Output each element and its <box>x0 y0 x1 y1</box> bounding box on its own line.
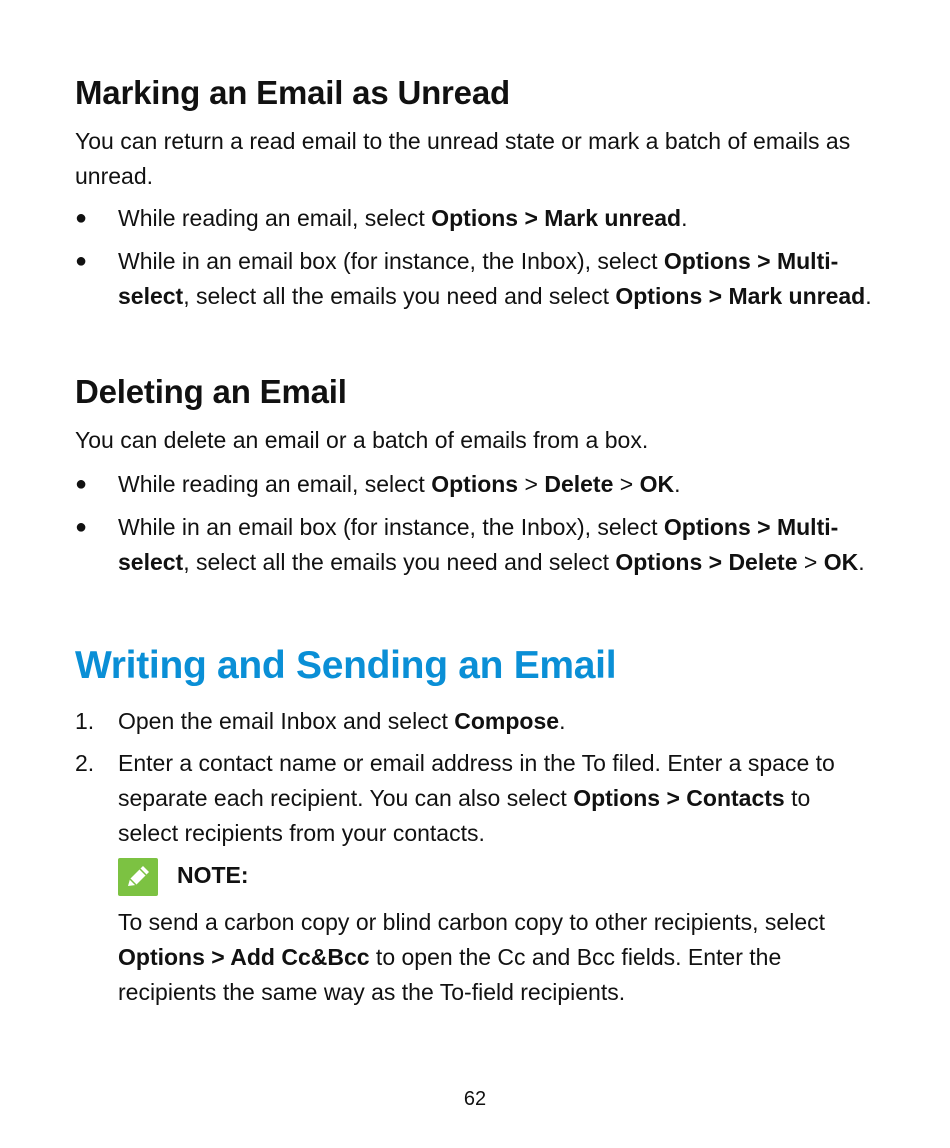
step-text: Enter a contact name or email address in the To filed. Enter a space to separate each recipient. You can also select Options > Contacts to select recipients from your contacts. <box>118 750 835 846</box>
bullet-icon: ● <box>75 207 88 229</box>
chapter-heading-write: Writing and Sending an Email <box>75 644 617 687</box>
step-number: 2. <box>75 750 95 776</box>
list-item-text: While reading an email, select Options > Delete > OK. <box>118 471 681 497</box>
list-item <box>75 510 875 580</box>
section-heading-unread: Marking an Email as Unread <box>75 74 510 111</box>
pencil-note-icon <box>118 858 158 896</box>
list-item-text: While reading an email, select Options > Mark unread. <box>118 205 688 231</box>
section-heading-delete: Deleting an Email <box>75 373 347 410</box>
list-item-text: While in an email box (for instance, the Inbox), select Options > Multi-select, select all the emails you need and select Options > Delete > OK. <box>118 514 865 575</box>
list-item <box>75 201 875 236</box>
numbered-step <box>75 746 875 851</box>
page-number: 62 <box>463 1088 487 1110</box>
section-intro-delete: You can delete an email or a batch of emails from a box. <box>75 427 649 453</box>
numbered-step <box>75 704 875 739</box>
bullet-icon: ● <box>75 473 88 495</box>
step-text: Open the email Inbox and select Compose. <box>118 708 566 734</box>
note-label: NOTE: <box>177 862 249 888</box>
section-intro-unread: You can return a read email to the unread state or mark a batch of emails as unread. <box>75 128 851 189</box>
list-item-text: While in an email box (for instance, the Inbox), select Options > Multi-select, select all the emails you need and select Options > Mark unread. <box>118 248 872 309</box>
list-item <box>75 244 875 314</box>
bullet-icon: ● <box>75 516 88 538</box>
step-number: 1. <box>75 708 95 734</box>
bullet-icon: ● <box>75 250 88 272</box>
list-item <box>75 467 875 502</box>
note-text: To send a carbon copy or blind carbon copy to other recipients, select Options > Add Cc&Bcc to open the Cc and Bcc fields. Enter the recipients the same way as the To-field recipients. <box>118 909 826 1005</box>
